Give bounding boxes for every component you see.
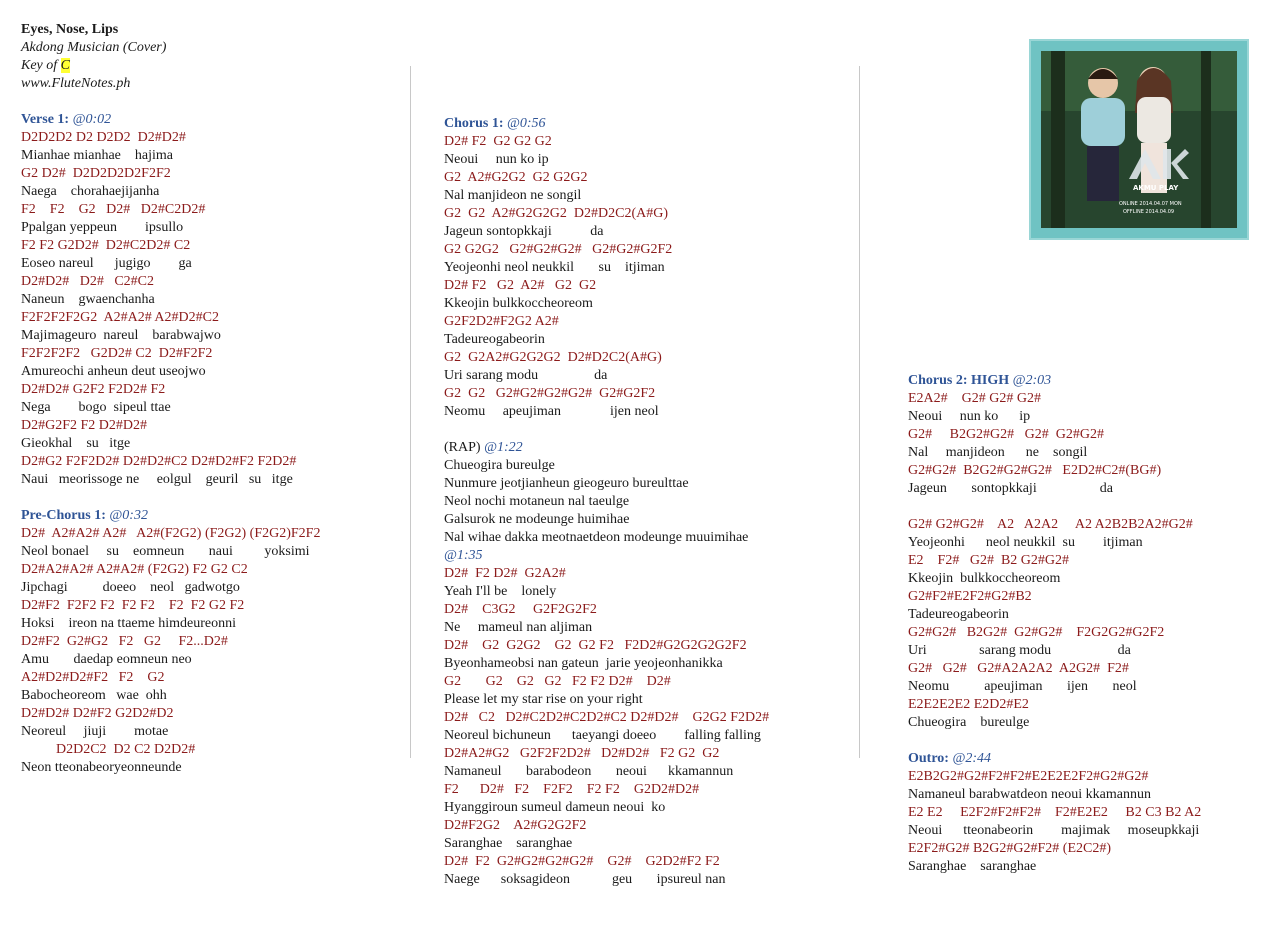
album-logo: AKMU PLAY <box>1133 184 1179 192</box>
lyric-line: Ne mameul nan aljiman <box>444 620 593 635</box>
album-date-offline: OFFLINE 2014.04.09 <box>1123 209 1175 215</box>
note-line: D2# A2#A2# A2# A2#(F2G2) (F2G2) (F2G2)F2F2 <box>21 526 321 541</box>
note-line: G2 G2 G2#G2#G2#G2# G2#G2F2 <box>444 386 656 401</box>
note-line: E2E2E2E2 E2D2#E2 <box>908 697 1029 712</box>
lyric-line: Tadeureogabeorin <box>444 332 545 347</box>
lyric-line: Byeonhameobsi nan gateun jarie yeojeonhanikka <box>444 656 723 671</box>
lyric-line: Nunmure jeotjianheun gieogeuro bureulttae <box>444 476 689 491</box>
lyric-line: Hyanggiroun sumeul dameun neoui ko <box>444 800 666 815</box>
note-line: E2F2#G2# B2G2#G2#F2# (E2C2#) <box>908 841 1112 856</box>
lyric-line: Babocheoreom wae ohh <box>21 688 167 703</box>
note-line: F2 D2# F2 F2F2 F2 F2 G2D2#D2# <box>444 782 700 797</box>
lyric-line: Neol nochi motaneun nal taeulge <box>444 494 630 509</box>
lyric-line: Naega chorahaejijanha <box>21 184 160 199</box>
lyric-line: Chueogira bureulge <box>444 458 555 473</box>
key-value: C <box>60 58 70 73</box>
note-line: D2# F2 D2# G2A2# <box>444 566 566 581</box>
note-line: D2#D2# D2#F2 G2D2#D2 <box>21 706 174 721</box>
lyric-line: Neomu apeujiman ijen neol <box>908 679 1137 694</box>
note-line: G2# G2#G2# A2 A2A2 A2 A2B2B2A2#G2# <box>908 517 1193 532</box>
lyric-line: Mianhae mianhae hajima <box>21 148 173 163</box>
part2-block <box>444 565 769 889</box>
note-line: G2F2D2#F2G2 A2# <box>444 314 559 329</box>
album-date-online: ONLINE 2014.04.07 MON <box>1119 201 1182 207</box>
lyric-line: Gieokhal su itge <box>21 436 131 451</box>
note-line: D2#D2# G2F2 F2D2# F2 <box>21 382 166 397</box>
outro-block <box>908 768 1201 876</box>
section-heading-chorus1: Chorus 1: @0:56 <box>444 116 546 131</box>
note-line: G2 G2A2#G2G2G2 D2#D2C2(A#G) <box>444 350 662 365</box>
note-line: D2# C3G2 G2F2G2F2 <box>444 602 597 617</box>
note-line: D2#G2F2 F2 D2#D2# <box>21 418 148 433</box>
note-line: D2#G2 F2F2D2# D2#D2#C2 D2#D2#F2 F2D2# <box>21 454 297 469</box>
column-divider <box>859 66 860 758</box>
lyric-line: Kkeojin bulkkoccheoreom <box>908 571 1061 586</box>
note-line: E2B2G2#G2#F2#F2#E2E2E2F2#G2#G2# <box>908 769 1149 784</box>
section-heading-verse1: Verse 1: @0:02 <box>21 112 112 127</box>
note-line: G2 G2 G2 G2 F2 F2 D2# D2# <box>444 674 671 689</box>
lyric-line: Kkeojin bulkkoccheoreom <box>444 296 593 311</box>
note-line: F2 F2 G2 D2# D2#C2D2# <box>21 202 206 217</box>
column-left <box>21 21 320 777</box>
timestamp-1-35: @1:35 <box>444 548 483 563</box>
note-line: D2# F2 G2 A2# G2 G2 <box>444 278 597 293</box>
note-line: E2 E2 E2F2#F2#F2# F2#E2E2 B2 C3 B2 A2 <box>908 805 1202 820</box>
chorus2-block-a <box>908 390 1201 498</box>
lyric-line: Neoui nun ko ip <box>908 409 1031 424</box>
section-heading-outro: Outro: @2:44 <box>908 751 992 766</box>
website-line: www.FluteNotes.ph <box>21 76 131 91</box>
lyric-line: Namaneul barabwatdeon neoui kkamannun <box>908 787 1151 802</box>
lyric-line: Jipchagi doeeo neol gadwotgo <box>21 580 240 595</box>
lyric-line: Eoseo nareul jugigo ga <box>21 256 192 271</box>
section-heading-prechorus1: Pre-Chorus 1: @0:32 <box>21 508 148 523</box>
lyric-line: Yeojeonhi neol neukkil su itjiman <box>908 535 1143 550</box>
prechorus1-block <box>21 525 320 777</box>
note-line: G2 D2# D2D2D2D2F2F2 <box>21 166 171 181</box>
lyric-line: Nal manjideon ne songil <box>908 445 1088 460</box>
section-heading-chorus2: Chorus 2: HIGH @2:03 <box>908 373 1052 388</box>
note-line: D2# F2 G2#G2#G2#G2# G2# G2D2#F2 F2 <box>444 854 720 869</box>
note-line: F2 F2 G2D2# D2#C2D2# C2 <box>21 238 191 253</box>
note-line: G2#G2# B2G2# G2#G2# F2G2G2#G2F2 <box>908 625 1165 640</box>
note-line: D2D2D2 D2 D2D2 D2#D2# <box>21 130 186 145</box>
note-line: G2 G2G2 G2#G2#G2# G2#G2#G2F2 <box>444 242 673 257</box>
note-line: E2A2# G2# G2# G2# <box>908 391 1041 406</box>
lyric-line: Tadeureogabeorin <box>908 607 1009 622</box>
column-right <box>908 372 1201 876</box>
lyric-line: Neoui nun ko ip <box>444 152 549 167</box>
song-title: Eyes, Nose, Lips <box>21 22 119 37</box>
note-line: D2#D2# D2# C2#C2 <box>21 274 155 289</box>
lyric-line: Uri sarang modu da <box>908 643 1131 658</box>
note-line: D2# F2 G2 G2 G2 <box>444 134 552 149</box>
chorus2-block-b <box>908 516 1201 732</box>
lyric-line: Yeah I'll be lonely <box>444 584 557 599</box>
note-line: D2# G2 G2G2 G2 G2 F2 F2D2#G2G2G2G2F2 <box>444 638 747 653</box>
note-line: G2#F2#E2F2#G2#B2 <box>908 589 1032 604</box>
lyric-line: Nal manjideon ne songil <box>444 188 582 203</box>
lyric-line: Galsurok ne modeunge huimihae <box>444 512 630 527</box>
note-line: G2 G2 A2#G2G2G2 D2#D2C2(A#G) <box>444 206 668 221</box>
rap-block <box>444 457 769 547</box>
lyric-line: Naege soksagideon geu ipsureul nan <box>444 872 726 887</box>
section-heading-rap: (RAP) @1:22 <box>444 440 523 455</box>
lyric-line: Amu daedap eomneun neo <box>21 652 192 667</box>
lyric-line: Yeojeonhi neol neukkil su itjiman <box>444 260 665 275</box>
album-art <box>1029 39 1249 240</box>
note-line: G2#G2# B2G2#G2#G2# E2D2#C2#(BG#) <box>908 463 1162 478</box>
lyric-line: Jageun sontopkkaji da <box>444 224 604 239</box>
lyric-line: Nal wihae dakka meotnaetdeon modeunge muuimihae <box>444 530 749 545</box>
column-divider <box>410 66 411 758</box>
note-line: D2#F2 F2F2 F2 F2 F2 F2 F2 G2 F2 <box>21 598 245 613</box>
lyric-line: Neoreul jiuji motae <box>21 724 169 739</box>
lyric-line: Naneun gwaenchanha <box>21 292 155 307</box>
lyric-line: Please let my star rise on your right <box>444 692 643 707</box>
note-line: D2D2C2 D2 C2 D2D2# <box>21 742 196 757</box>
lyric-line: Neon tteonabeoryeonneunde <box>21 760 182 775</box>
note-line: G2# G2# G2#A2A2A2 A2G2# F2# <box>908 661 1129 676</box>
key-line: Key of C <box>21 58 70 73</box>
note-line: G2 A2#G2G2 G2 G2G2 <box>444 170 588 185</box>
note-line: G2# B2G2#G2# G2# G2#G2# <box>908 427 1104 442</box>
note-line: D2#A2#G2 G2F2F2D2# D2#D2# F2 G2 G2 <box>444 746 720 761</box>
lyric-line: Jageun sontopkkaji da <box>908 481 1113 496</box>
lyric-line: Saranghae saranghae <box>908 859 1037 874</box>
note-line: F2F2F2F2 G2D2# C2 D2#F2F2 <box>21 346 213 361</box>
note-line: D2#A2#A2# A2#A2# (F2G2) F2 G2 C2 <box>21 562 248 577</box>
note-line: F2F2F2F2G2 A2#A2# A2#D2#C2 <box>21 310 219 325</box>
chorus1-block <box>444 133 769 421</box>
note-line: E2 F2# G2# B2 G2#G2# <box>908 553 1070 568</box>
lyric-line: Neol bonael su eomneun naui yoksimi <box>21 544 310 559</box>
note-line: A2#D2#D2#F2 F2 G2 <box>21 670 165 685</box>
lyric-line: Amureochi anheun deut useojwo <box>21 364 206 379</box>
column-middle <box>444 115 769 889</box>
lyric-line: Hoksi ireon na ttaeme himdeureonni <box>21 616 236 631</box>
note-line: D2# C2 D2#C2D2#C2D2#C2 D2#D2# G2G2 F2D2# <box>444 710 770 725</box>
lyric-line: Namaneul barabodeon neoui kkamannun <box>444 764 734 779</box>
lyric-line: Neoui tteonabeorin majimak moseupkkaji <box>908 823 1200 838</box>
album-photo <box>1041 51 1237 228</box>
lyric-line: Saranghae saranghae <box>444 836 573 851</box>
lyric-line: Chueogira bureulge <box>908 715 1030 730</box>
lyric-line: Ppalgan yeppeun ipsullo <box>21 220 184 235</box>
note-line: D2#F2 G2#G2 F2 G2 F2...D2# <box>21 634 228 649</box>
verse1-block <box>21 129 320 489</box>
lyric-line: Neomu apeujiman ijen neol <box>444 404 659 419</box>
lyric-line: Naui meorissoge ne eolgul geuril su itge <box>21 472 293 487</box>
lyric-line: Neoreul bichuneun taeyangi doeeo falling falling <box>444 728 761 743</box>
note-line: D2#F2G2 A2#G2G2F2 <box>444 818 587 833</box>
lyric-line: Uri sarang modu da <box>444 368 608 383</box>
lyric-line: Majimageuro nareul barabwajwo <box>21 328 221 343</box>
artist-line: Akdong Musician (Cover) <box>21 40 167 55</box>
lyric-line: Nega bogo sipeul ttae <box>21 400 171 415</box>
